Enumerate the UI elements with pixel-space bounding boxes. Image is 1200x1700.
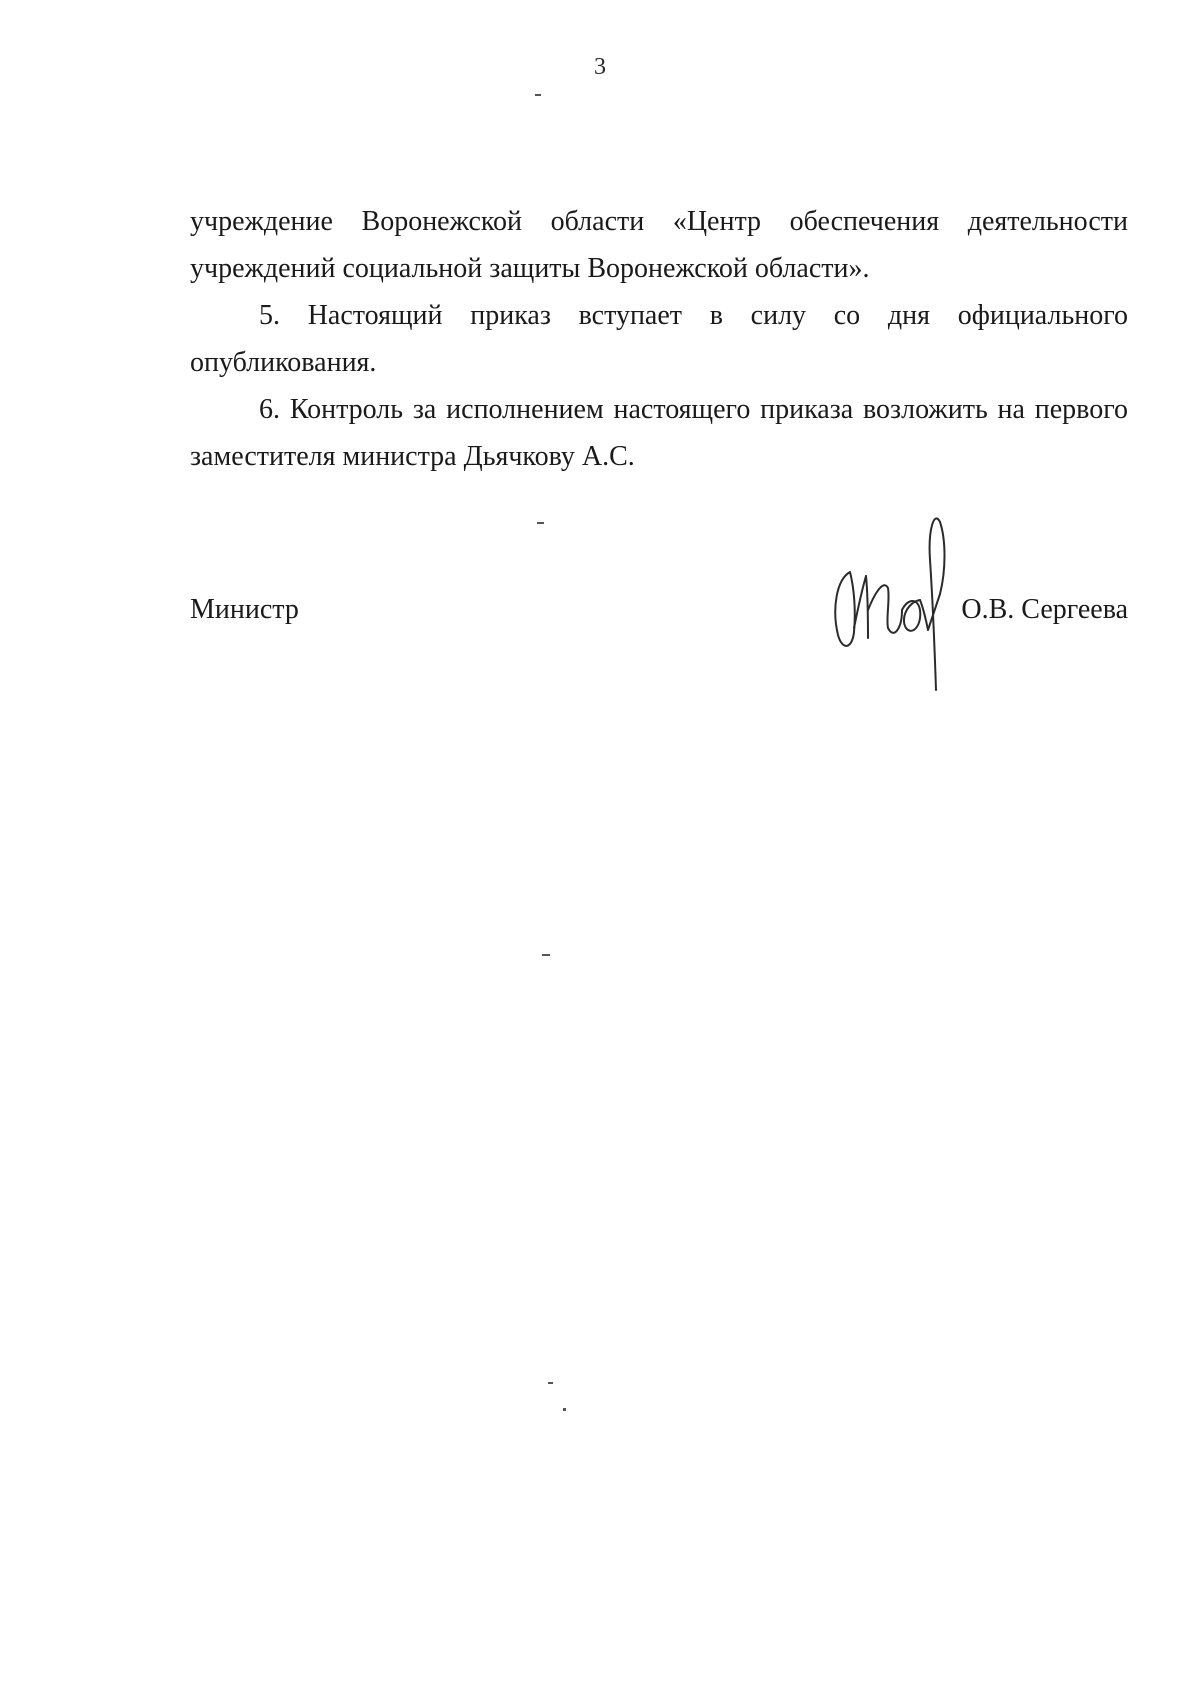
paragraph-5: 5. Настоящий приказ вступает в силу со дня официального опубликования. <box>190 300 1128 378</box>
handwritten-signature <box>828 510 958 700</box>
scan-speck <box>563 1408 566 1411</box>
page-number: 3 <box>594 54 606 80</box>
scan-speck <box>535 94 541 96</box>
scan-speck <box>548 1382 553 1384</box>
scan-speck <box>537 522 544 524</box>
scan-speck <box>542 954 550 956</box>
document-body <box>190 198 1128 480</box>
signatory-name: О.В. Сергеева <box>961 594 1128 625</box>
signatory-title: Министр <box>190 594 299 625</box>
paragraph-6: 6. Контроль за исполнением настоящего приказа возложить на первого заместителя министра Дьячкову А.С. <box>190 394 1128 472</box>
paragraph-continuation: учреждение Воронежской области «Центр обеспечения деятельности учреждений социальной защиты Воронежской области». <box>190 206 1128 284</box>
